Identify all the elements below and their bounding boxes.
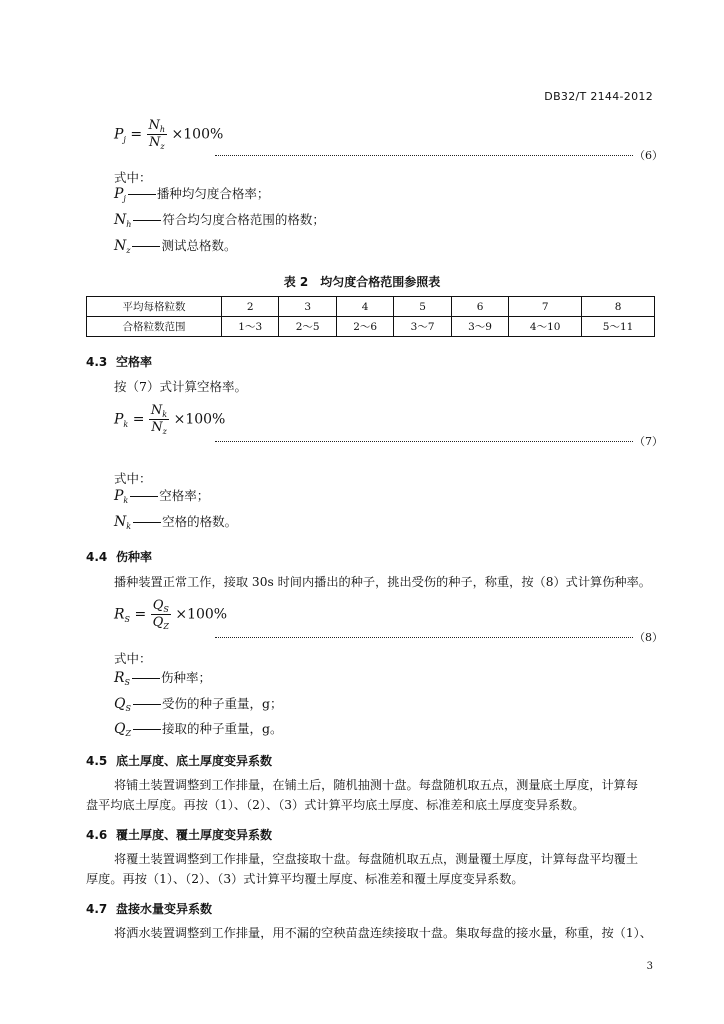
def-symbol: Q	[114, 721, 126, 737]
page-number: 3	[646, 961, 653, 972]
eq7-denominator: N	[151, 420, 163, 435]
eq7-times: ×100%	[173, 411, 226, 428]
def-symbol-sub: S	[125, 704, 131, 713]
section-title: 空格率	[116, 355, 153, 369]
def-symbol-sub: j	[123, 194, 126, 203]
eq7-numerator: N	[150, 403, 163, 418]
table-cell: 3～9	[451, 317, 508, 337]
table-cell: 4	[336, 297, 393, 317]
def-symbol: P	[114, 186, 124, 202]
eq8-lhs-sub: S	[124, 614, 131, 624]
paragraph: 播种装置正常工作，接取 30s 时间内播出的种子，挑出受伤的种子，称重，按（8）式计算伤种率。	[114, 575, 651, 589]
paragraph-line: 将洒水装置调整到工作排量，用不漏的空秧苗盘连续接取十盘。集取每盘的接水量，称重，按（1）、	[114, 926, 652, 940]
def-text: 播种均匀度合格率；	[156, 186, 270, 201]
equation-6: $P_j$ = $\frac{N_h}{N_z}$ ×100%	[114, 118, 224, 151]
eq6-fraction	[147, 118, 168, 151]
def-text: 接取的种子重量，g。	[162, 721, 283, 736]
def-text: 空格率；	[159, 488, 210, 503]
table-cell: 2～6	[336, 317, 393, 337]
paragraph-line: 盘平均底土厚度。再按（1）、（2）、（3）式计算平均底土厚度、标准差和底土厚度变异系数。	[86, 798, 585, 812]
def-symbol: N	[114, 514, 127, 530]
where-label: 式中：	[114, 651, 152, 666]
definition-nh	[114, 212, 325, 230]
table-row	[87, 317, 655, 337]
table-cell: 5～11	[582, 317, 655, 337]
def-symbol: Q	[114, 696, 126, 712]
def-symbol: N	[114, 238, 127, 254]
table-row-header: 合格粒数范围	[87, 317, 222, 337]
definition-rs	[114, 670, 211, 688]
eq6-denominator-sub: z	[160, 142, 165, 151]
section-heading-4-7	[86, 900, 212, 917]
eq8-lhs: R	[114, 606, 125, 623]
section-number: 4.6	[86, 828, 108, 842]
where-label: 式中：	[114, 471, 152, 486]
section-number: 4.3	[86, 355, 108, 369]
eq6-numerator: N	[148, 118, 160, 133]
equation-8: $R_S$ = $\frac{Q_S}{Q_Z}$ ×100%	[114, 598, 228, 631]
eq6-numerator-sub: h	[159, 125, 166, 134]
table-cell: 5	[394, 297, 451, 317]
paragraph-line: 厚度。再按（1）、（2）、（3）式计算平均覆土厚度、标准差和覆土厚度变异系数。	[86, 872, 524, 886]
table-cell: 3	[279, 297, 336, 317]
eq6-times: ×100%	[171, 126, 224, 143]
eq6-lhs-sub: j	[123, 134, 126, 144]
table-cell: 6	[451, 297, 508, 317]
section-title: 伤种率	[116, 550, 153, 564]
where-label: 式中：	[114, 170, 152, 185]
section-heading-4-5	[86, 752, 272, 769]
eq8-number: （8）	[634, 631, 663, 644]
document-code: DB32/T 2144-2012	[544, 90, 653, 103]
definition-qz	[114, 721, 283, 739]
section-number: 4.7	[86, 902, 108, 916]
def-symbol-sub: h	[126, 220, 132, 229]
section-title: 盘接水量变异系数	[116, 902, 213, 916]
def-symbol-sub: Z	[125, 729, 132, 738]
eq8-denominator-sub: Z	[163, 622, 169, 631]
eq7-fraction	[149, 403, 169, 436]
section-title: 底土厚度、底土厚度变异系数	[116, 754, 273, 768]
equation-7: $P_k$ = $\frac{N_k}{N_z}$ ×100%	[114, 403, 226, 436]
paragraph-line: 将覆土装置调整到工作排量，空盘接取十盘。每盘随机取五点，测量覆土厚度，计算每盘平均覆土	[114, 852, 639, 866]
section-heading-4-4	[86, 548, 152, 565]
section-heading-4-3	[86, 353, 152, 370]
def-text: 空格的格数。	[162, 514, 238, 529]
eq6-number: （6）	[634, 149, 663, 162]
paragraph-line: 将铺土装置调整到工作排量，在铺土后，随机抽测十盘。每盘随机取五点，测量底土厚度，计算每	[114, 778, 639, 792]
definition-nz	[114, 238, 236, 256]
definition-nk	[114, 514, 237, 532]
def-symbol: P	[114, 488, 124, 504]
def-text: 受伤的种子重量，g；	[161, 696, 283, 711]
eq8-denominator: Q	[152, 615, 164, 630]
eq6-lhs: P	[114, 126, 124, 143]
table-row	[87, 297, 655, 317]
def-text: 符合均匀度合格范围的格数；	[162, 212, 325, 227]
eq7-lhs: P	[114, 411, 124, 428]
def-symbol-sub: z	[126, 246, 131, 255]
eq8-fraction	[151, 598, 171, 631]
table-cell: 7	[509, 297, 582, 317]
section-heading-4-6	[86, 826, 272, 843]
definition-pk	[114, 488, 209, 506]
table-row-header: 平均每格粒数	[87, 297, 222, 317]
eq7-numerator-sub: k	[162, 410, 168, 419]
section-number: 4.5	[86, 754, 108, 768]
table-cell: 2～5	[279, 317, 336, 337]
uniformity-table	[86, 296, 655, 337]
def-symbol-sub: k	[123, 496, 129, 505]
eq8-leader	[215, 637, 633, 638]
table-cell: 2	[222, 297, 279, 317]
eq8-times: ×100%	[175, 606, 228, 623]
table-cell: 3～7	[394, 317, 451, 337]
def-text: 伤种率；	[161, 670, 212, 685]
section-number: 4.4	[86, 550, 108, 564]
paragraph: 按（7）式计算空格率。	[114, 379, 247, 394]
def-symbol-sub: S	[124, 678, 131, 687]
def-symbol: N	[114, 212, 127, 228]
table-cell: 4～10	[509, 317, 582, 337]
eq7-denominator-sub: z	[162, 427, 167, 436]
eq6-leader	[215, 155, 633, 156]
def-symbol: R	[114, 670, 125, 686]
def-text: 测试总格数。	[161, 238, 237, 253]
eq7-lhs-sub: k	[123, 419, 129, 429]
eq7-number: （7）	[634, 435, 663, 448]
table-cell: 8	[582, 297, 655, 317]
eq8-numerator-sub: S	[163, 605, 169, 614]
eq7-leader	[215, 441, 633, 442]
definition-pj	[114, 186, 269, 204]
definition-qs	[114, 696, 282, 714]
table-caption: 表 2 均匀度合格范围参照表	[283, 275, 441, 289]
eq6-denominator: N	[149, 135, 161, 150]
section-title: 覆土厚度、覆土厚度变异系数	[116, 828, 273, 842]
def-symbol-sub: k	[126, 522, 132, 531]
table-cell: 1～3	[222, 317, 279, 337]
eq8-numerator: Q	[152, 598, 164, 613]
